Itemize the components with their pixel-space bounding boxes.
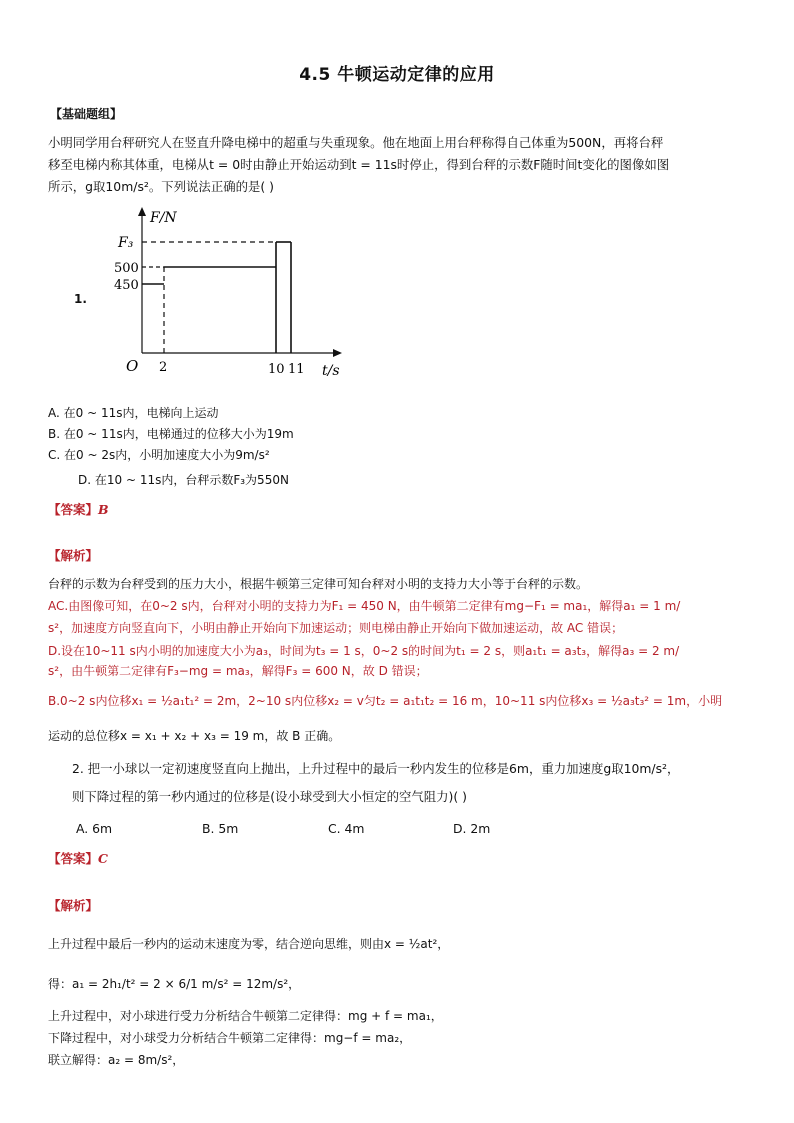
q1-option-b: B. 在0 ~ 11s内，电梯通过的位移大小为19m (48, 427, 294, 441)
section-label: 【基础题组】 (50, 107, 123, 121)
q2-analysis-line-2: 得：a₁ = 2h₁/t² = 2 × 6/1 m/s² = 12m/s²， (48, 977, 301, 991)
q1-analysis-label: 【解析】 (48, 548, 99, 563)
q1-analysis-line-5: s²，由牛顿第二定律有F₃−mg = ma₃，解得F₃ = 600 N，故 D 错误； (48, 664, 428, 678)
x-axis-label: t/s (322, 363, 340, 379)
q1-answer (48, 500, 109, 518)
q1-number: 1. (74, 292, 87, 306)
tick-t2: 2 (159, 360, 168, 375)
q1-analysis-line-1: 台秤的示数为台秤受到的压力大小，根据牛顿第三定律可知台秤对小明的支持力大小等于台秤的示数。 (48, 577, 589, 591)
tick-t10: 10 (268, 362, 285, 377)
q1-analysis-line-4: D.设在10~11 s内小明的加速度大小为a₃，时间为t₃ = 1 s，0~2 s的时间为t₁ = 2 s，则a₁t₁ = a₃t₃，解得a₃ = 2 m/ (48, 644, 680, 658)
q1-answer-value: B (98, 502, 109, 517)
page-title: 4.5 牛顿运动定律的应用 (299, 65, 495, 85)
y-axis-label: F/N (150, 210, 177, 226)
q1-analysis-line-7: 运动的总位移x = x₁ + x₂ + x₃ = 19 m，故 B 正确。 (48, 729, 341, 743)
q1-option-c: C. 在0 ~ 2s内，小明加速度大小为9m/s² (48, 448, 270, 462)
q1-analysis-line-6: B.0~2 s内位移x₁ = ½a₁t₁² = 2m，2~10 s内位移x₂ = v匀t₂ = a₁t₁t₂ = 16 m，10~11 s内位移x₃ = ½a₃t₃² = 1m，小明 (48, 694, 723, 708)
q1-option-a: A. 在0 ~ 11s内，电梯向上运动 (48, 406, 219, 420)
q2-analysis-line-3: 上升过程中，对小球进行受力分析结合牛顿第二定律得：mg + f = ma₁， (48, 1009, 443, 1023)
force-time-graph (110, 200, 360, 380)
q2-analysis-line-5: 联立解得：a₂ = 8m/s²， (48, 1053, 185, 1067)
tick-450: 450 (114, 278, 139, 293)
tick-500: 500 (114, 261, 139, 276)
q1-intro-line-1: 小明同学用台秤研究人在竖直升降电梯中的超重与失重现象。他在地面上用台秤称得自己体重为500N，再将台秤 (48, 135, 664, 150)
origin-label: O (126, 357, 139, 375)
q2-analysis-line-4: 下降过程中，对小球受力分析结合牛顿第二定律得：mg−f = ma₂， (48, 1031, 412, 1045)
q2-line-1: 2. 把一小球以一定初速度竖直向上抛出，上升过程中的最后一秒内发生的位移是6m，重力加速度g取10m/s²， (72, 761, 680, 776)
q2-analysis-label: 【解析】 (48, 898, 99, 913)
tick-t11: 11 (288, 362, 305, 377)
q2-option-b: B. 5m (202, 821, 239, 836)
q2-option-c: C. 4m (328, 821, 365, 836)
q2-answer-value: C (98, 851, 108, 866)
q2-line-2: 则下降过程的第一秒内通过的位移是(设小球受到大小恒定的空气阻力)( ) (72, 789, 467, 804)
q1-analysis-line-2: AC.由图像可知，在0~2 s内，台秤对小明的支持力为F₁ = 450 N，由牛顿第二定律有mg−F₁ = ma₁，解得a₁ = 1 m/ (48, 599, 681, 613)
q1-option-d: D. 在10 ~ 11s内，台秤示数F₃为550N (78, 473, 289, 487)
q1-intro-line-3: 所示，g取10m/s²。下列说法正确的是( ) (48, 179, 274, 194)
q1-analysis-line-3: s²，加速度方向竖直向下，小明由静止开始向下加速运动；则电梯由静止开始向下做加速运动，故 AC 错误； (48, 621, 624, 635)
q2-option-a: A. 6m (76, 821, 113, 836)
y-axis-arrow (138, 207, 146, 216)
x-axis-arrow (333, 349, 342, 357)
q2-answer (48, 849, 108, 867)
q2-analysis-line-1: 上升过程中最后一秒内的运动末速度为零，结合逆向思维，则由x = ½at²， (48, 937, 450, 951)
tick-f3: F₃ (118, 235, 134, 251)
q1-answer-label: 【答案】 (48, 502, 99, 517)
q1-intro-line-2: 移至电梯内称其体重，电梯从t = 0时由静止开始运动到t = 11s时停止，得到台秤的示数F随时间t变化的图像如图 (48, 157, 670, 172)
q2-option-d: D. 2m (453, 821, 491, 836)
q2-answer-label: 【答案】 (48, 851, 99, 866)
